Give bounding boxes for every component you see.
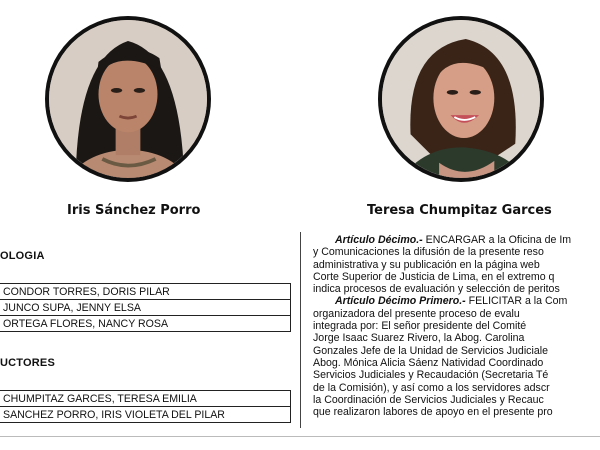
table-row [0, 316, 291, 332]
article-line: administrativa y su publicación en la página web [313, 258, 540, 271]
profile-name-1: Iris Sánchez Porro [67, 203, 201, 218]
article-line: que realizaron labores de apoyo en el presente pro [313, 406, 553, 419]
section-table-1 [0, 283, 291, 332]
section-table-2 [0, 390, 291, 423]
table-cell: CONDOR TORRES, DORIS PILAR [0, 284, 291, 300]
article-decimo-text: ENCARGAR a la Oficina de Im [425, 234, 572, 246]
table-cell: JUNCO SUPA, JENNY ELSA [0, 300, 291, 316]
table-cell: SANCHEZ PORRO, IRIS VIOLETA DEL PILAR [0, 407, 291, 423]
section-heading-2: UCTORES [0, 357, 55, 369]
article-decimo-title: Artículo Décimo.- [335, 234, 423, 246]
article-line: Abog. Mónica Alicia Sáenz Natividad Coordinado [313, 356, 544, 369]
table-row [0, 391, 291, 407]
article-line: Gonzales Jefe de la Unidad de Servicios Judiciale [313, 344, 548, 357]
article-line: y Comunicaciones la difusión de la presente reso [313, 246, 544, 259]
portrait-iris-sanchez-porro [45, 16, 211, 182]
article-line: Servicios Judiciales y Recaudación (Secretaria Té [313, 369, 549, 382]
article-text-column [313, 234, 600, 418]
article-line: de la Comisión), y así como a los servidores adscr [313, 381, 550, 394]
article-line: organizadora del presente proceso de evalu [313, 307, 520, 320]
section-heading-1: OLOGIA [0, 250, 45, 262]
portrait-photo-2 [382, 20, 540, 178]
bottom-rule [0, 436, 600, 437]
article-decimo-primero-line [313, 295, 600, 307]
column-divider [300, 232, 301, 428]
table-row [0, 407, 291, 423]
article-line: indica procesos de evaluación y selección de peritos [313, 283, 560, 296]
article-decimo-primero-title: Artículo Décimo Primero.- [335, 295, 466, 308]
table-row [0, 284, 291, 300]
article-line: Jorge Isaac Suarez Rivero, la Abog. Carolina [313, 332, 525, 345]
article-decimo-primero-text: FELICITAR a la Com [468, 295, 568, 308]
article-decimo-line [313, 234, 600, 246]
table-cell: CHUMPITAZ GARCES, TERESA EMILIA [0, 391, 291, 407]
article-line: Corte Superior de Justicia de Lima, en el extremo q [313, 270, 555, 283]
profile-name-2: Teresa Chumpitaz Garces [367, 203, 552, 218]
article-line: la Coordinación de Servicios Judiciales y Recauc [313, 393, 544, 406]
portrait-teresa-chumpitaz-garces [378, 16, 544, 182]
portrait-photo-1 [49, 20, 207, 178]
table-row [0, 300, 291, 316]
article-line: integrada por: El señor presidente del Comité [313, 320, 527, 333]
table-cell: ORTEGA FLORES, NANCY ROSA [0, 316, 291, 332]
